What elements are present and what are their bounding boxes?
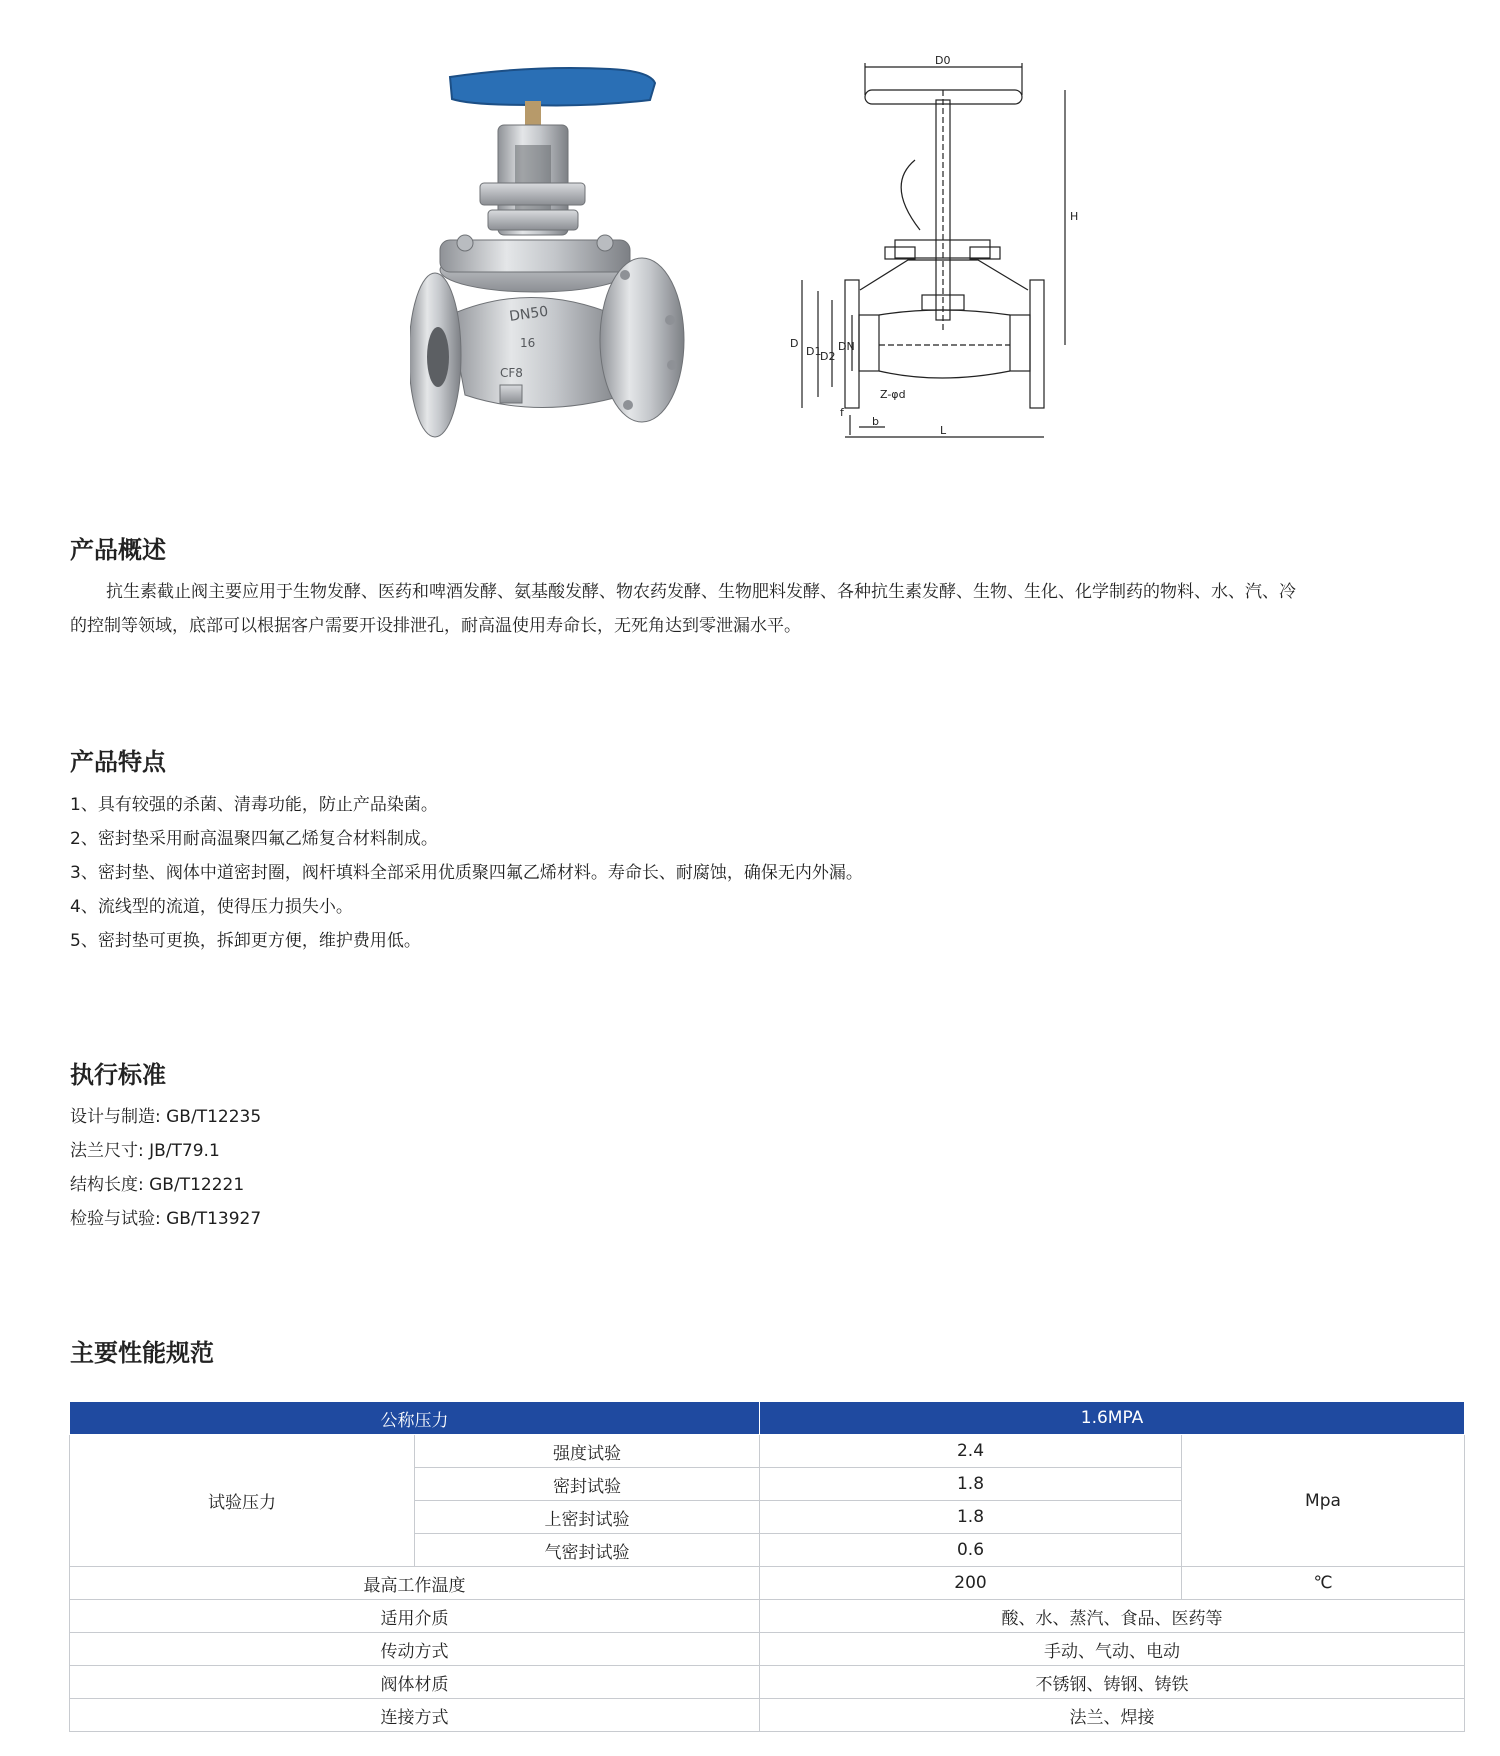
handwheel-icon [450, 68, 655, 105]
standards-title: 执行标准 [70, 1061, 166, 1089]
table-row [70, 1600, 1465, 1633]
spec-label: 阀体材质 [70, 1666, 760, 1699]
table-row [70, 1435, 1465, 1468]
valve-pressure-marking: 16 [520, 336, 536, 350]
test-name: 强度试验 [415, 1435, 760, 1468]
test-name: 气密封试验 [415, 1534, 760, 1567]
list-item: 4、流线型的流道，使得压力损失小。 [70, 897, 353, 917]
product-images [0, 0, 1500, 520]
spec-value: 手动、气动、电动 [760, 1633, 1465, 1666]
spec-value: 不锈钢、铸钢、铸铁 [760, 1666, 1465, 1699]
overview-line2: 的控制等领域，底部可以根据客户需要开设排泄孔，耐高温使用寿命长，无死角达到零泄漏水平。 [70, 616, 801, 636]
nominal-pressure-value: 1.6MPA [760, 1402, 1465, 1435]
features-title: 产品特点 [70, 748, 166, 776]
test-name: 密封试验 [415, 1468, 760, 1501]
valve-drawing [790, 55, 1120, 500]
list-item: 2、密封垫采用耐高温聚四氟乙烯复合材料制成。 [70, 829, 438, 849]
dim-dn: DN [838, 340, 855, 353]
dim-l: L [940, 424, 947, 437]
table-row [70, 1402, 1465, 1435]
spec-value: 法兰、焊接 [760, 1699, 1465, 1732]
overview-line1: 抗生素截止阀主要应用于生物发酵、医药和啤酒发酵、氨基酸发酵、物农药发酵、生物肥料发酵、各种抗生素发酵、生物、生化、化学制药的物料、水、汽、冷 [106, 582, 1296, 602]
list-item: 检验与试验: GB/T13927 [70, 1209, 262, 1229]
test-name: 上密封试验 [415, 1501, 760, 1534]
temperature-label: 最高工作温度 [70, 1567, 760, 1600]
dim-d2: D2 [820, 350, 836, 363]
spec-label: 连接方式 [70, 1699, 760, 1732]
table-row [70, 1666, 1465, 1699]
dim-z: Z-φd [880, 388, 906, 401]
nominal-pressure-label: 公称压力 [70, 1402, 760, 1435]
spec-label: 传动方式 [70, 1633, 760, 1666]
test-pressure-label: 试验压力 [70, 1435, 415, 1567]
list-item: 5、密封垫可更换，拆卸更方便，维护费用低。 [70, 931, 421, 951]
table-row [70, 1567, 1465, 1600]
list-item: 设计与制造: GB/T12235 [70, 1107, 262, 1127]
temperature-value: 200 [760, 1567, 1182, 1600]
table-row [70, 1633, 1465, 1666]
dim-d1: D1 [806, 345, 822, 358]
valve-material-marking: CF8 [500, 366, 523, 380]
overview-title: 产品概述 [70, 536, 166, 564]
specs-table [69, 1401, 1465, 1732]
dim-f: f [840, 406, 844, 419]
test-unit: Mpa [1182, 1435, 1465, 1567]
list-item: 3、密封垫、阀体中道密封圈，阀杆填料全部采用优质聚四氟乙烯材料。寿命长、耐腐蚀，确保无内外漏。 [70, 863, 863, 883]
overview-text [70, 575, 1470, 643]
features-list [70, 788, 863, 958]
dim-d0: D0 [935, 55, 951, 67]
test-value: 1.8 [760, 1468, 1182, 1501]
spec-label: 适用介质 [70, 1600, 760, 1633]
test-value: 0.6 [760, 1534, 1182, 1567]
valve-size-marking: DN50 [508, 303, 550, 325]
test-value: 2.4 [760, 1435, 1182, 1468]
spec-value: 酸、水、蒸汽、食品、医药等 [760, 1600, 1465, 1633]
list-item: 结构长度: GB/T12221 [70, 1175, 245, 1195]
list-item: 1、具有较强的杀菌、清毒功能，防止产品染菌。 [70, 795, 438, 815]
test-value: 1.8 [760, 1501, 1182, 1534]
specs-title: 主要性能规范 [70, 1339, 214, 1367]
dim-h: H [1070, 210, 1079, 223]
dim-d: D [790, 337, 799, 350]
dim-b: b [872, 415, 879, 428]
valve-photo [410, 65, 730, 515]
temperature-unit: ℃ [1182, 1567, 1465, 1600]
list-item: 法兰尺寸: JB/T79.1 [70, 1141, 220, 1161]
table-row [70, 1699, 1465, 1732]
standards-list [70, 1100, 261, 1236]
